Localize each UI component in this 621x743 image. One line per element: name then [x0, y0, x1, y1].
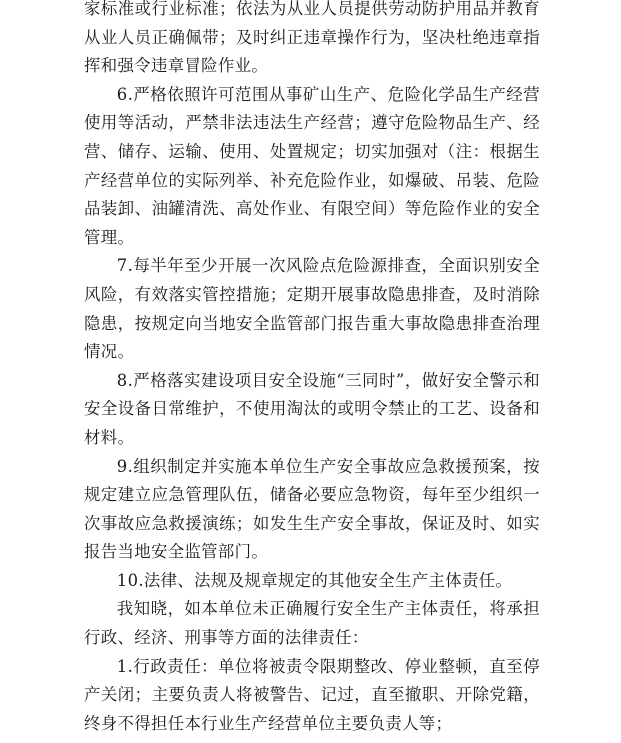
document-body — [84, 0, 540, 738]
paragraph-item-10: 10.法律、法规及规章规定的其他安全生产主体责任。 — [116, 570, 513, 590]
paragraph-item-8: 8.严格落实建设项目安全设施“三同时”，做好安全警示和安全设备日常维护，不使用淘汰的或明令禁止的工艺、设备和材料。 — [84, 370, 540, 447]
paragraph-item-6: 6.严格依照许可范围从事矿山生产、危险化学品生产经营使用等活动，严禁非法违法生产经营；遵守危险物品生产、经营、储存、运输、使用、处置规定；切实加强对（注：根据生产经营单位的实际列举、补充危险作业，如爆破、吊装、危险品装卸、油罐清洗、高处作业、有限空间）等危险作业的安全管理。 — [84, 84, 540, 247]
paragraph-item-9: 9.组织制定并实施本单位生产安全事故应急救援预案，按规定建立应急管理队伍，储备必要应急物资，每年至少组织一次事故应急救援演练；如发生生产安全事故，保证及时、如实报告当地安全监管部门。 — [84, 456, 540, 562]
paragraph-liability-statement: 我知晓，如本单位未正确履行安全生产主体责任，将承担行政、经济、刑事等方面的法律责任： — [84, 599, 540, 648]
paragraph-item-7: 7.每半年至少开展一次风险点危险源排查，全面识别安全风险，有效落实管控措施；定期开展事故隐患排查，及时消除隐患，按规定向当地安全监管部门报告重大事故隐患排查治理情况。 — [84, 256, 540, 362]
paragraph-item-5-continuation: 家标准或行业标准；依法为从业人员提供劳动防护用品并教育从业人员正确佩带；及时纠正违章操作行为，坚决杜绝违章指挥和强令违章冒险作业。 — [84, 0, 540, 76]
paragraph-administrative-liability: 1.行政责任：单位将被责令限期整改、停业整顿，直至停产关闭；主要负责人将被警告、记过，直至撤职、开除党籍，终身不得担任本行业生产经营单位主要负责人等； — [84, 656, 540, 733]
